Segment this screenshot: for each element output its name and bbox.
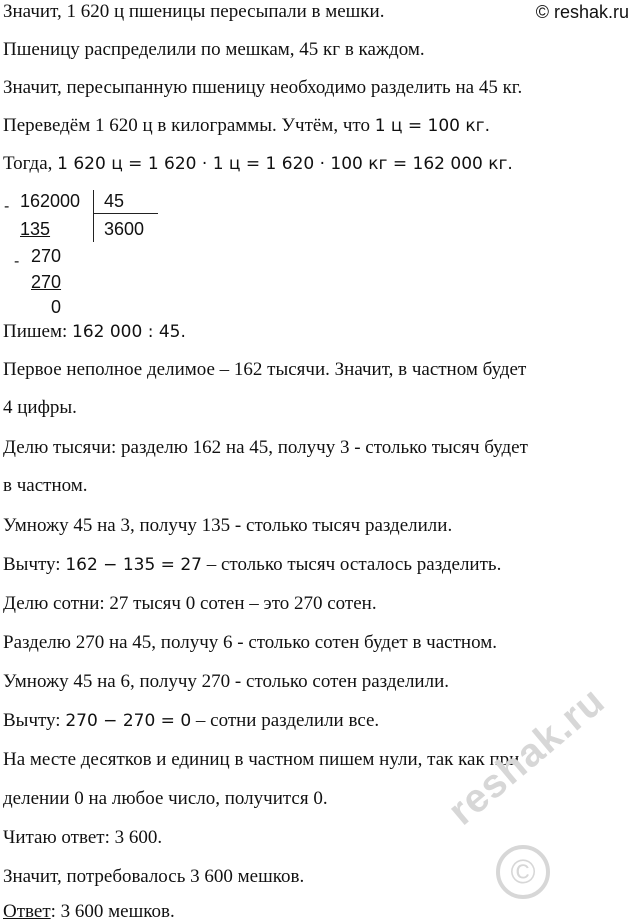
text-line-10: в частном.: [3, 475, 88, 496]
copyright-label: © reshak.ru: [535, 2, 629, 22]
text-line-12-tail: – столько тысяч осталось разделить.: [201, 554, 502, 575]
text-line-12-text: Вычту:: [3, 554, 66, 575]
text-line-19: Читаю ответ: 3 600.: [3, 827, 163, 848]
text-line-16-math: 270 − 270 = 0: [65, 711, 192, 731]
answer-value: : 3 600 мешков.: [50, 901, 175, 922]
text-line-18: делении 0 на любое число, получится 0.: [3, 788, 328, 809]
text-line-5-text: Тогда,: [3, 153, 58, 174]
text-line-4: [3, 114, 490, 138]
text-line-4-text: Переведём 1 620 ц в килограммы. Учтём, что: [3, 115, 375, 136]
text-line-6: [3, 320, 186, 344]
text-line-2: Пшеницу распределили по мешкам, 45 кг в каждом.: [3, 39, 425, 60]
division-remainder-1: 270: [31, 246, 62, 266]
division-dividend: 162000: [20, 191, 81, 211]
text-line-21: [3, 900, 175, 924]
division-final-remainder: 0: [51, 297, 62, 317]
division-vertical-line: [93, 190, 94, 242]
watermark-text: reshak.ru: [440, 678, 614, 834]
division-minus-2: -: [14, 253, 20, 270]
division-subtrahend-2: 270: [31, 272, 62, 292]
text-line-12: [3, 553, 501, 577]
text-line-5-math: 1 620 ц = 1 620 · 1 ц = 1 620 · 100 кг = 162 000 кг.: [57, 154, 513, 174]
division-divisor-underline: [94, 213, 158, 214]
text-line-5: [3, 152, 513, 176]
text-line-1: Значит, 1 620 ц пшеницы пересыпали в мешки.: [3, 1, 385, 22]
division-subtrahend-1: 135: [20, 219, 51, 239]
text-line-12-math: 162 − 135 = 27: [65, 555, 202, 575]
text-line-6-text: Пишем:: [3, 321, 73, 342]
text-line-20: Значит, потребовалось 3 600 мешков.: [3, 866, 305, 887]
text-line-9: Делю тысячи: разделю 162 на 45, получу 3 - столько тысяч будет: [3, 437, 528, 458]
text-line-16: [3, 709, 379, 733]
text-line-7: Первое неполное делимое – 162 тысячи. Значит, в частном будет: [3, 359, 527, 380]
text-line-8: 4 цифры.: [3, 397, 77, 418]
answer-label: Ответ: [3, 901, 51, 922]
text-line-13: Делю сотни: 27 тысяч 0 сотен – это 270 сотен.: [3, 593, 377, 614]
text-line-16-tail: – сотни разделили все.: [191, 710, 380, 731]
text-line-17: На месте десятков и единиц в частном пишем нули, так как при: [3, 749, 520, 770]
division-quotient: 3600: [104, 219, 145, 239]
division-minus-1: -: [4, 198, 10, 215]
text-line-4-math: 1 ц = 100 кг.: [374, 116, 490, 136]
text-line-6-math: 162 000 : 45.: [72, 322, 186, 342]
text-line-11: Умножу 45 на 3, получу 135 - столько тысяч разделили.: [3, 515, 453, 536]
watermark-copyright-icon: ©: [496, 845, 550, 899]
text-line-15: Умножу 45 на 6, получу 270 - столько сотен разделили.: [3, 671, 449, 692]
text-line-16-text: Вычту:: [3, 710, 66, 731]
division-divisor: 45: [104, 191, 125, 211]
text-line-14: Разделю 270 на 45, получу 6 - столько сотен будет в частном.: [3, 632, 497, 653]
text-line-3: Значит, пересыпанную пшеницу необходимо разделить на 45 кг.: [3, 77, 523, 98]
